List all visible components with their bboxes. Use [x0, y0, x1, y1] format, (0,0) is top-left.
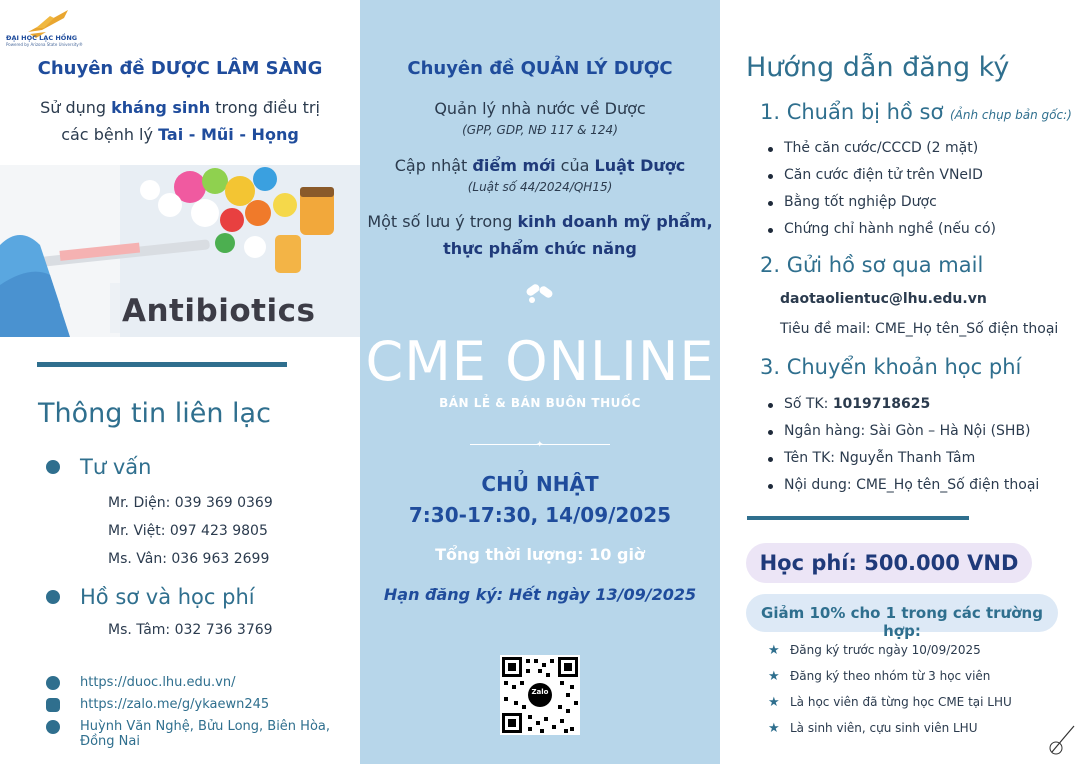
management-item-3: Một số lưu ý trong kinh doanh mỹ phẩm,	[367, 212, 713, 231]
left-panel	[0, 0, 360, 764]
star-icon: ★	[768, 643, 780, 658]
bank-info-item: Tên TK: Nguyễn Thanh Tâm	[784, 450, 976, 466]
event-datetime: 7:30-17:30, 14/09/2025	[408, 503, 672, 527]
management-item-2-note: (Luật số 44/2024/QH15)	[467, 180, 613, 194]
bullet-icon	[768, 457, 773, 462]
pills-icon	[524, 278, 556, 306]
middle-panel	[360, 0, 720, 764]
discount-item: Là sinh viên, cựu sinh viên LHU	[790, 721, 978, 735]
cme-online-banner: CME ONLINE	[365, 330, 715, 393]
discount-item: Đăng ký trước ngày 10/09/2025	[790, 643, 981, 657]
event-day: CHỦ NHẬT	[481, 472, 599, 496]
discount-item: Đăng ký theo nhóm từ 3 học viên	[790, 669, 991, 683]
star-icon: ★	[768, 669, 780, 684]
address: Huỳnh Văn Nghệ, Bửu Long, Biên Hòa, Đồng Nai	[80, 719, 331, 749]
document-item: Bằng tốt nghiệp Dược	[784, 194, 937, 210]
phone-icon	[46, 460, 60, 474]
account-number-row: Số TK: 1019718625	[784, 396, 931, 412]
total-duration: Tổng thời lượng: 10 giờ	[435, 545, 645, 564]
logo-title: ĐẠI HỌC LẠC HỒNG	[6, 34, 78, 42]
advice-contact: Mr. Diện: 039 369 0369	[108, 495, 273, 511]
location-pin-icon	[46, 720, 60, 734]
fee-heading: Hồ sơ và học phí	[80, 585, 255, 609]
bullet-icon	[768, 484, 773, 489]
discount-heading: Giảm 10% cho 1 trong các trường hợp:	[761, 604, 1043, 640]
tuition-fee: Học phí: 500.000 VND	[759, 551, 1019, 575]
management-item-2: Cập nhật điểm mới của Luật Dược	[394, 156, 686, 175]
fee-contact: Ms. Tâm: 032 736 3769	[108, 622, 273, 638]
signature-mark	[1046, 722, 1078, 758]
step-1-heading: 1. Chuẩn bị hồ sơ (Ảnh chụp bản gốc:)	[760, 100, 1072, 124]
registration-deadline: Hạn đăng ký: Hết ngày 13/09/2025	[383, 585, 697, 604]
globe-icon	[46, 676, 60, 690]
qr-zalo-label: Zalo	[531, 688, 549, 696]
advice-contact: Ms. Vân: 036 963 2699	[108, 551, 270, 567]
right-panel	[720, 0, 1080, 764]
bullet-icon	[768, 403, 773, 408]
star-icon: ★	[768, 695, 780, 710]
email-address[interactable]: daotaolientuc@lhu.edu.vn	[780, 291, 987, 307]
document-item: Thẻ căn cước/CCCD (2 mặt)	[784, 140, 979, 156]
bullet-icon	[768, 228, 773, 233]
document-item: Căn cước điện tử trên VNeID	[784, 167, 983, 183]
bank-info-item: Nội dung: CME_Họ tên_Số điện thoại	[784, 477, 1040, 493]
advice-heading: Tư vấn	[80, 455, 152, 479]
document-item: Chứng chỉ hành nghề (nếu có)	[784, 221, 996, 237]
management-topic-title: Chuyên đề QUẢN LÝ DƯỢC	[407, 58, 673, 79]
left-divider	[37, 362, 287, 367]
contact-title: Thông tin liên lạc	[38, 398, 271, 429]
step-3-heading: 3. Chuyển khoản học phí	[760, 355, 1022, 379]
management-item-1: Quản lý nhà nước về Dược	[434, 99, 646, 118]
bullet-icon	[768, 174, 773, 179]
bullet-icon	[768, 430, 773, 435]
bullet-icon	[768, 201, 773, 206]
clinical-topic-line-1: Sử dụng kháng sinh trong điều trị	[40, 98, 320, 117]
link-icon	[46, 590, 60, 604]
advice-contact: Mr. Việt: 097 423 9805	[108, 523, 268, 539]
zalo-icon	[46, 698, 60, 712]
zalo-link[interactable]: https://zalo.me/g/ykaewn245	[80, 697, 270, 712]
logo-subtitle: Powered by Arizona State University®	[6, 42, 83, 47]
discount-item: Là học viên đã từng học CME tại LHU	[790, 695, 1012, 709]
management-item-3-cont: thực phẩm chức năng	[443, 239, 637, 258]
mail-subject-format: Tiêu đề mail: CME_Họ tên_Số điện thoại	[780, 321, 1059, 337]
discount-badge	[746, 594, 1058, 640]
tuition-fee-badge	[746, 543, 1032, 583]
bank-info-item: Ngân hàng: Sài Gòn – Hà Nội (SHB)	[784, 423, 1031, 439]
bullet-icon	[768, 147, 773, 152]
right-divider	[747, 516, 969, 520]
website-link[interactable]: https://duoc.lhu.edu.vn/	[80, 675, 236, 690]
step-2-heading: 2. Gửi hồ sơ qua mail	[760, 253, 984, 277]
cme-subtitle: BÁN LẺ & BÁN BUÔN THUỐC	[439, 396, 641, 410]
step-1-note: (Ảnh chụp bản gốc:)	[950, 108, 1072, 122]
clinical-topic-title: Chuyên đề DƯỢC LÂM SÀNG	[37, 58, 323, 79]
registration-guide-title: Hướng dẫn đăng ký	[746, 52, 1010, 83]
clinical-topic-line-2: các bệnh lý Tai - Mũi - Họng	[61, 125, 299, 144]
antibiotics-label: Antibiotics	[122, 293, 316, 329]
management-item-1-note: (GPP, GDP, NĐ 117 & 124)	[462, 123, 618, 137]
star-icon: ★	[768, 721, 780, 736]
separator-diamond-icon: ✦	[536, 440, 544, 450]
